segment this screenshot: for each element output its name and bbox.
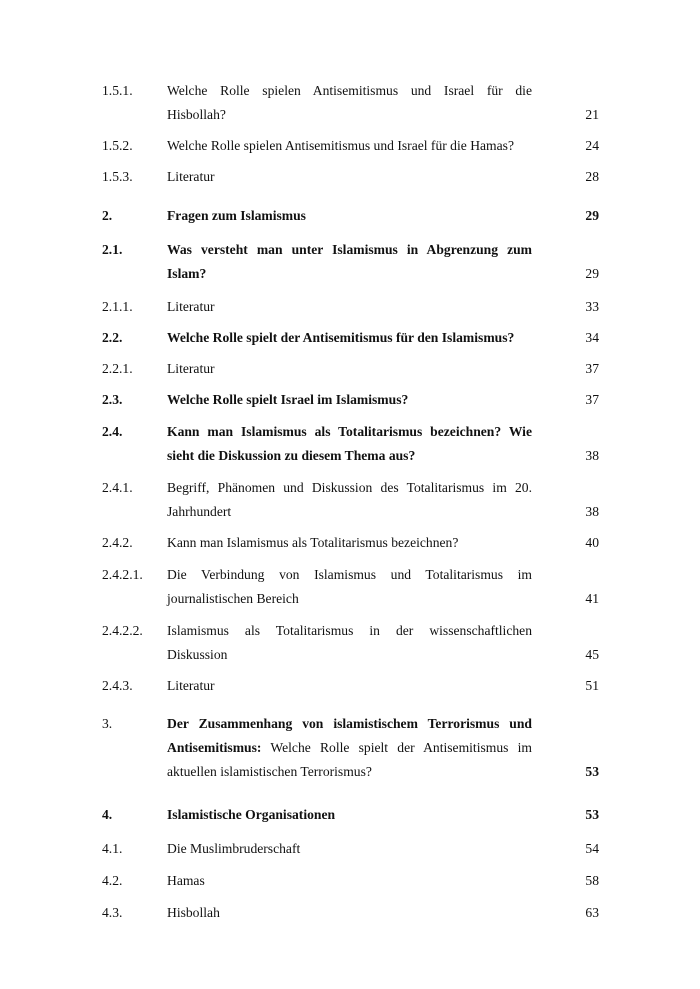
toc-title (167, 531, 532, 555)
toc-title-line: Welche Rolle spielt Israel im Islamismus? (167, 392, 409, 407)
toc-number: 2.4.3. (102, 678, 133, 693)
toc-title (167, 295, 532, 319)
toc-title-line: Diskussion (167, 647, 228, 662)
toc-number: 2.2. (102, 330, 123, 345)
toc-number: 2.4.2.1. (102, 567, 143, 582)
toc-title-line: Kann man Islamismus als Totalitarismus bezeichnen? (167, 535, 459, 550)
toc-title (167, 388, 532, 412)
toc-title-line: Die Verbindung von Islamismus und Totalitarismus im (167, 567, 532, 582)
toc-title-line: Kann man Islamismus als Totalitarismus bezeichnen? Wie (167, 424, 532, 439)
toc-page: 29 (585, 208, 599, 223)
toc-title-line: Hisbollah (167, 905, 220, 920)
toc-title-line: sieht die Diskussion zu diesem Thema aus? (167, 448, 416, 463)
toc-title (167, 238, 532, 286)
toc-page: 29 (585, 266, 599, 281)
toc-title-line: Der Zusammenhang von islamistischem Terrorismus und (167, 716, 532, 731)
toc-title-line: Literatur (167, 678, 215, 693)
toc-number: 2.4.2. (102, 535, 133, 550)
toc-title (167, 357, 532, 381)
toc-number: 1.5.2. (102, 138, 133, 153)
toc-page: 37 (585, 361, 599, 376)
toc-number: 2.4.1. (102, 480, 133, 495)
toc-title (167, 326, 532, 350)
toc-title-line: Welche Rolle spielen Antisemitismus und Israel für die Hamas? (167, 138, 514, 153)
toc-title-line: Begriff, Phänomen und Diskussion des Totalitarismus im 20. (167, 480, 532, 495)
toc-title (167, 712, 532, 784)
toc-title (167, 204, 532, 228)
toc-page: 53 (585, 764, 599, 779)
toc-title-line: Literatur (167, 299, 215, 314)
toc-title (167, 420, 532, 468)
toc-title-line: Welche Rolle spielen Antisemitismus und Israel für die (167, 83, 532, 98)
toc-page: 38 (585, 448, 599, 463)
toc-page: 33 (585, 299, 599, 314)
toc-number: 4. (102, 807, 113, 822)
toc-page: 34 (585, 330, 599, 345)
toc-page: 41 (585, 591, 599, 606)
toc-title-line: Literatur (167, 169, 215, 184)
toc-title-line: Hamas (167, 873, 205, 888)
toc-page: 38 (585, 504, 599, 519)
toc-title (167, 134, 532, 158)
toc-number: 2.2.1. (102, 361, 133, 376)
toc-title-line: Literatur (167, 361, 215, 376)
toc-number: 4.1. (102, 841, 123, 856)
toc-page: 53 (585, 807, 599, 822)
toc-page: 28 (585, 169, 599, 184)
toc-title (167, 165, 532, 189)
toc-title-line: Welche Rolle spielt der Antisemitismus für den Islamismus? (167, 330, 515, 345)
toc-title-line: aktuellen islamistischen Terrorismus? (167, 764, 372, 779)
toc-page: 63 (585, 905, 599, 920)
toc-title-line: Fragen zum Islamismus (167, 208, 306, 223)
toc-number: 3. (102, 716, 113, 731)
toc-page: 45 (585, 647, 599, 662)
toc-page: 54 (585, 841, 599, 856)
toc-title (167, 476, 532, 524)
toc-page: 58 (585, 873, 599, 888)
toc-number: 2.3. (102, 392, 123, 407)
toc-title-line: Islam? (167, 266, 207, 281)
toc-number: 2.4. (102, 424, 123, 439)
toc-page: 37 (585, 392, 599, 407)
toc-title (167, 79, 532, 127)
toc-title-line (167, 736, 532, 760)
toc-title (167, 563, 532, 611)
toc-title-line: journalistischen Bereich (167, 591, 299, 606)
toc-number: 1.5.1. (102, 83, 133, 98)
toc-title-rest: Welche Rolle spielt der Antisemitismus im (261, 740, 532, 755)
toc-number: 2.4.2.2. (102, 623, 143, 638)
toc-page: 21 (585, 107, 599, 122)
toc-title-line: Die Muslimbruderschaft (167, 841, 301, 856)
toc-title (167, 901, 532, 925)
toc-title-line: Was versteht man unter Islamismus in Abgrenzung zum (167, 242, 532, 257)
toc-page: 40 (585, 535, 599, 550)
toc-title-line: Hisbollah? (167, 107, 226, 122)
toc-number: 2. (102, 208, 113, 223)
toc-title-line: Islamistische Organisationen (167, 807, 336, 822)
toc-number: 1.5.3. (102, 169, 133, 184)
toc-page: 24 (585, 138, 599, 153)
toc-number: 2.1. (102, 242, 123, 257)
toc-title (167, 869, 532, 893)
toc-page: 51 (585, 678, 599, 693)
toc-title (167, 674, 532, 698)
toc-title-line: Jahrhundert (167, 504, 232, 519)
toc-number: 4.2. (102, 873, 123, 888)
toc-title (167, 803, 532, 827)
toc-title (167, 837, 532, 861)
toc-number: 2.1.1. (102, 299, 133, 314)
toc-title-line: Islamismus als Totalitarismus in der wissenschaftlichen (167, 623, 532, 638)
toc-title-bold-part: Antisemitismus: (167, 740, 262, 755)
toc-number: 4.3. (102, 905, 123, 920)
toc-title (167, 619, 532, 667)
